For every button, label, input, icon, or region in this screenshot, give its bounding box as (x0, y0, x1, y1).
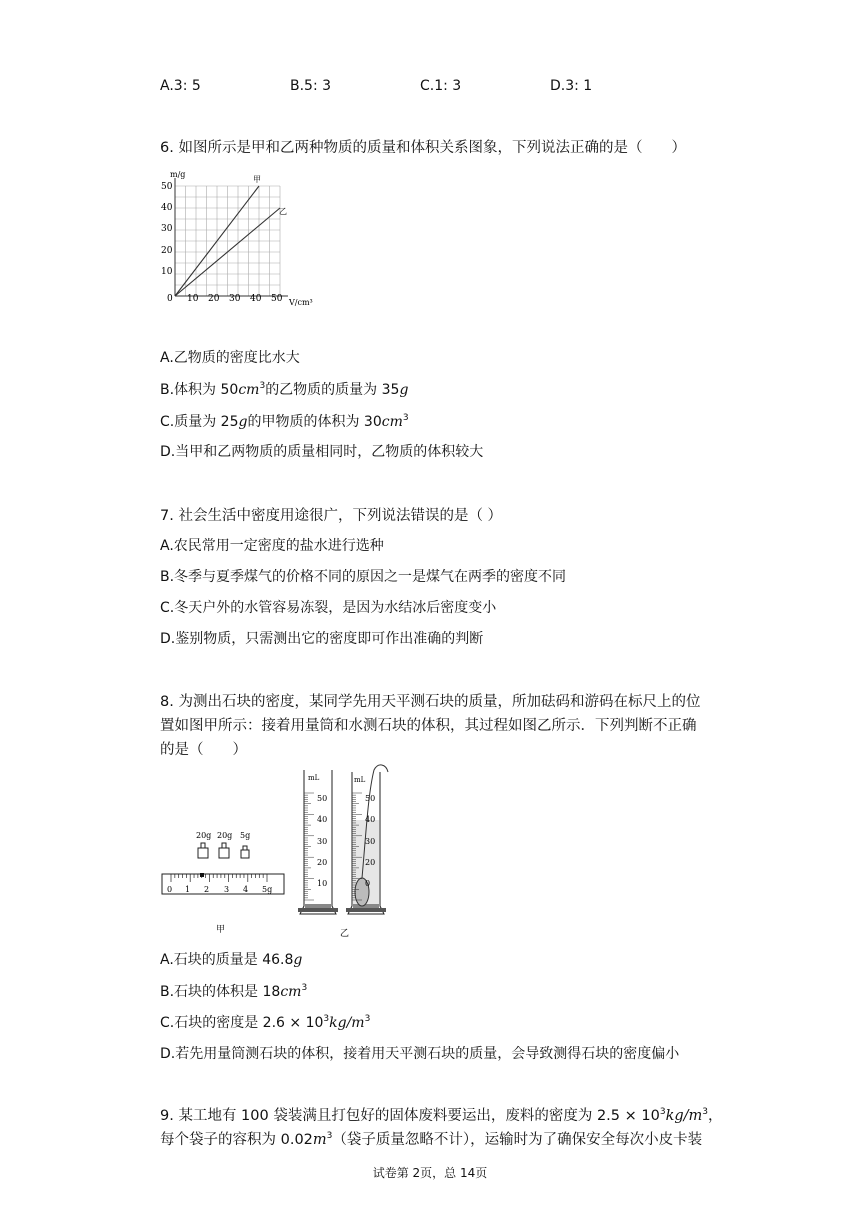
x-tick: 50 (271, 294, 283, 304)
q7-option-c: C.冬天户外的水管容易冻裂，是因为水结冰后密度变小 (160, 600, 497, 616)
cyl1-tick: 20 (317, 858, 328, 867)
weight-20g-2 (219, 848, 229, 858)
weight-label: 20g (217, 831, 233, 840)
cyl2-tick: 40 (365, 815, 376, 824)
q5-option-d: D.3: 1 (550, 78, 593, 94)
q8-option-a: A.石块的质量是 46.8g (160, 952, 303, 968)
q7-stem: 7. 社会生活中密度用途很广，下列说法错误的是（ ） (160, 508, 503, 524)
weight-20g-1-knob (201, 843, 205, 848)
rider-marker (200, 873, 204, 877)
q8-figure-balance (160, 826, 288, 938)
y-tick: 20 (161, 246, 173, 256)
x-tick: 10 (187, 294, 199, 304)
q7-option-b: B.冬季与夏季煤气的价格不同的原因之一是煤气在两季的密度不同 (160, 569, 567, 585)
q8-option-b: B.石块的体积是 $18cm^3$ (160, 983, 308, 1000)
q8-option-d: D.若先用量筒测石块的体积，接着用天平测石块的质量，会导致测得石块的密度偏小 (160, 1046, 680, 1062)
scale-tick-label: 1 (185, 885, 191, 894)
page-footer: 试卷第 2页，总 14页 (372, 1166, 488, 1180)
weight-label: 20g (196, 831, 212, 840)
q8-option-c: C.石块的密度是 $2.6 \times 10^3kg/m^3$ (160, 1014, 371, 1031)
q6-option-a: A.乙物质的密度比水大 (160, 350, 300, 366)
weight-5g-knob (243, 846, 247, 850)
cyl2-tick: 20 (365, 858, 376, 867)
origin-tick: 0 (167, 294, 173, 304)
y-tick: 10 (161, 267, 173, 277)
q6-option-b: B.体积为 $50cm^3$的乙物质的质量为 35g (160, 381, 409, 398)
chart-x-label: V/cm³ (289, 298, 313, 307)
q5-option-a: A.3: 5 (160, 78, 201, 94)
scale-tick-label: 4 (243, 885, 249, 894)
cyl2-tick: 50 (365, 794, 376, 803)
q9-line2: 每个袋子的容积为 $0.02m^3$（袋子质量忽略不计），运输时为了确保安全每次小皮卡装 (160, 1131, 703, 1148)
y-tick: 50 (161, 182, 173, 192)
q8-stem-line2: 置如图甲所示：接着用量筒和水测石块的体积，其过程如图乙所示．下列判断不正确 (160, 718, 697, 734)
cyl1-tick: 10 (317, 879, 328, 888)
cylinder-unit: mL (308, 774, 320, 782)
x-tick: 40 (250, 294, 262, 304)
x-tick: 30 (229, 294, 241, 304)
q9-line1: 9. 某工地有 100 袋装满且打包好的固体废料要运出，废料的密度为 $2.5 \times 10^3kg/m^3$， (160, 1107, 723, 1124)
weight-20g-2-knob (222, 843, 226, 848)
q6-mass-volume-chart (158, 168, 328, 308)
q6-option-d: D.当甲和乙两物质的质量相同时，乙物质的体积较大 (160, 444, 484, 460)
y-tick: 30 (161, 224, 173, 234)
weight-5g (241, 850, 249, 858)
series-label-jia: 甲 (253, 175, 261, 184)
cyl1-tick: 40 (317, 815, 328, 824)
q8-stem-line3: 的是（ ） (160, 742, 247, 758)
q6-option-c: C.质量为 25g的甲物质的体积为 $30cm^3$ (160, 413, 409, 430)
weight-20g-1 (198, 848, 208, 858)
scale-tick-label: 5g (262, 885, 273, 894)
q7-option-a: A.农民常用一定密度的盐水进行选种 (160, 538, 384, 554)
cyl2-tick: 0 (365, 879, 371, 888)
q8-stem-line1: 8. 为测出石块的密度，某同学先用天平测石块的质量，所加砝码和游码在标尺上的位 (160, 694, 701, 710)
chart-y-label: m/g (170, 170, 186, 179)
cyl2-tick: 30 (365, 837, 376, 846)
q7-option-d: D.鉴别物质，只需测出它的密度即可作出准确的判断 (160, 631, 484, 647)
q8-figure-cylinders (296, 764, 406, 942)
x-tick: 20 (208, 294, 220, 304)
figure-label-yi: 乙 (340, 929, 350, 939)
chart-grid (175, 178, 288, 296)
cylinder2-unit: mL (354, 776, 366, 784)
weights-group (198, 843, 249, 858)
y-tick: 40 (161, 203, 173, 213)
series-label-yi: 乙 (279, 207, 287, 216)
scale-tick-label: 3 (224, 885, 230, 894)
q5-option-c: C.1: 3 (420, 78, 462, 94)
q5-option-b: B.5: 3 (290, 78, 332, 94)
weight-label: 5g (240, 831, 251, 840)
scale-tick-label: 0 (167, 885, 173, 894)
q6-stem: 6. 如图所示是甲和乙两种物质的质量和体积关系图象，下列说法正确的是（ ） (160, 140, 686, 156)
figure-label-jia: 甲 (216, 925, 226, 935)
scale-tick-label: 2 (204, 885, 210, 894)
cyl1-tick: 50 (317, 794, 328, 803)
cyl1-tick: 30 (317, 837, 328, 846)
